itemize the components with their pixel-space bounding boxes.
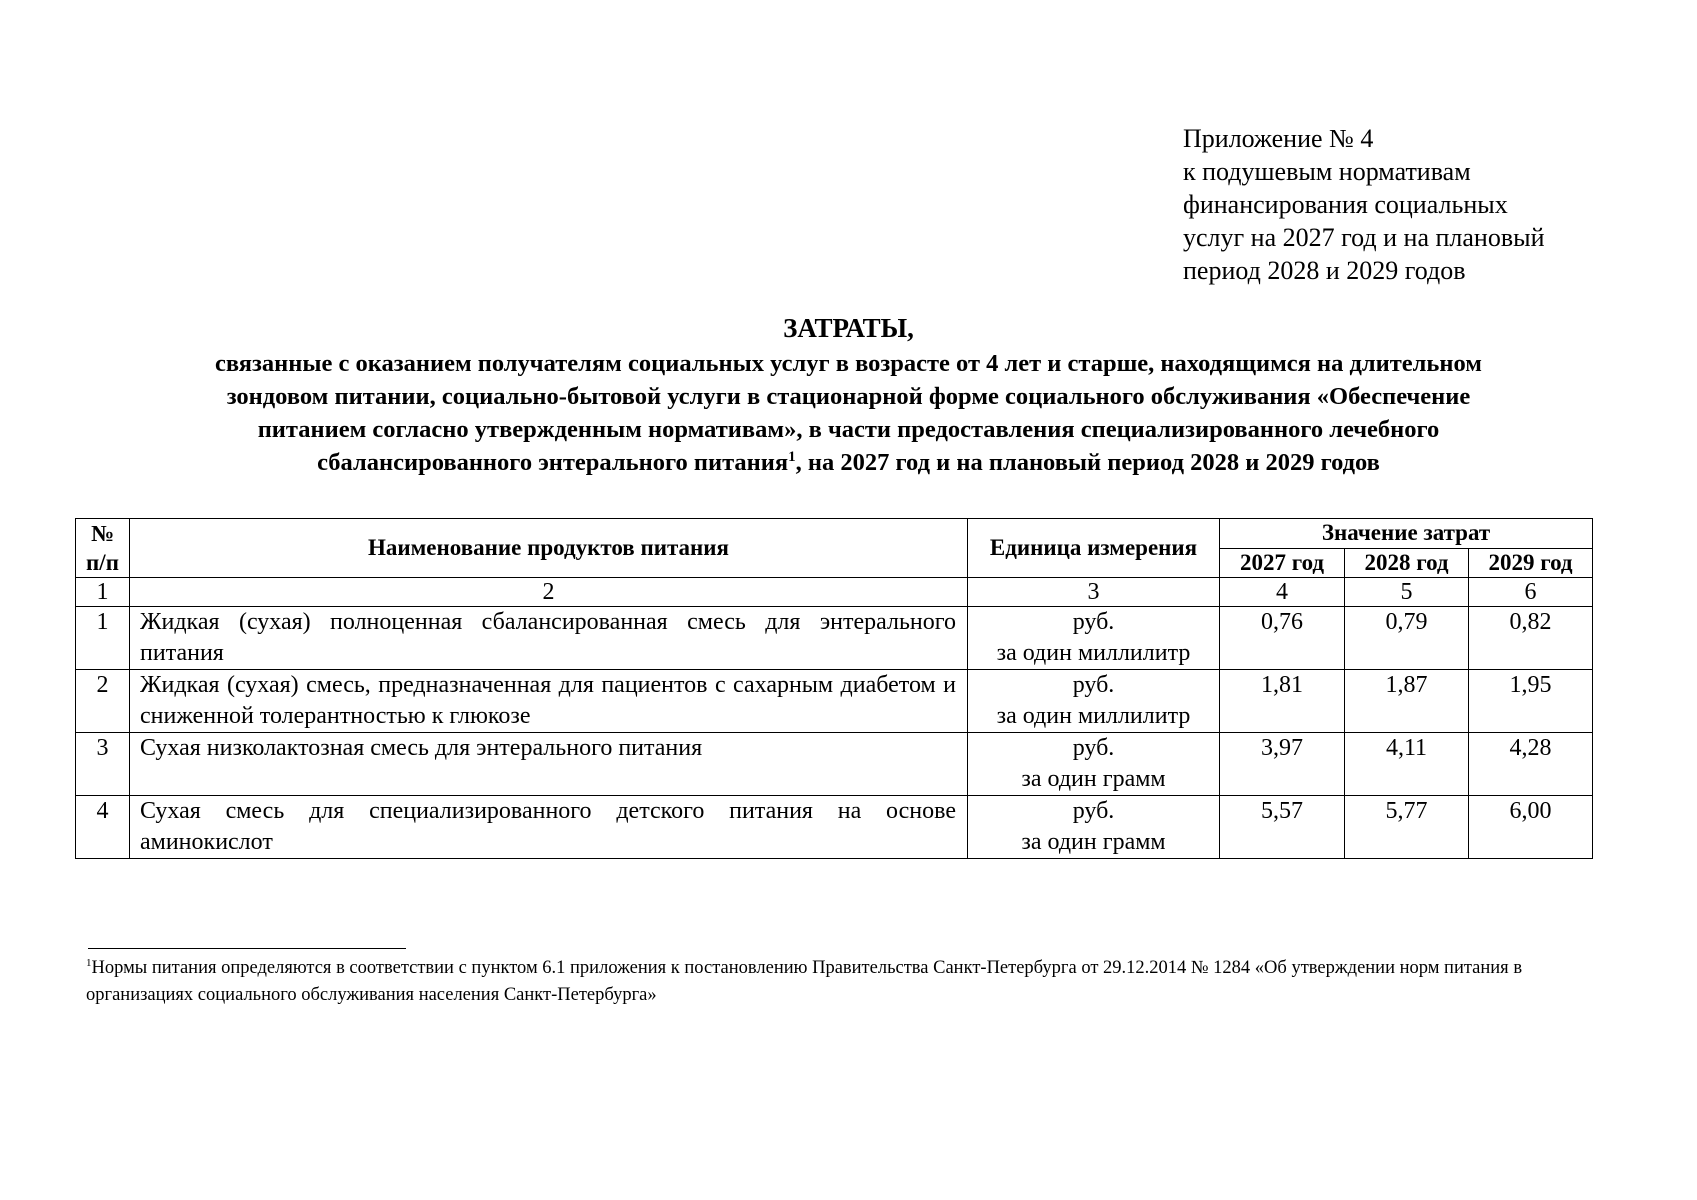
subtitle-line: питанием согласно утвержденным нормативам», в части предоставления специализированного лечебного — [257, 416, 1440, 443]
header-product-name: Наименование продуктов питания — [130, 519, 968, 578]
unit-cell: руб. за один грамм — [968, 733, 1220, 796]
product-name: Жидкая (сухая) полноценная сбалансированная смесь для энтерального питания — [130, 607, 968, 670]
header-unit: Единица измерения — [968, 519, 1220, 578]
row-number: 3 — [76, 733, 130, 796]
unit-cell: руб. за один миллилитр — [968, 670, 1220, 733]
header-year-2029: 2029 год — [1469, 548, 1593, 578]
cost-2029: 6,00 — [1469, 796, 1593, 859]
column-index: 3 — [968, 578, 1220, 607]
header-number: № п/п — [76, 519, 130, 578]
table-row — [76, 607, 1593, 670]
cost-2027: 0,76 — [1220, 607, 1345, 670]
column-index: 6 — [1469, 578, 1593, 607]
cost-2029: 0,82 — [1469, 607, 1593, 670]
unit-cell: руб. за один грамм — [968, 796, 1220, 859]
appendix-line: период 2028 и 2029 годов — [1183, 256, 1466, 285]
column-index: 1 — [76, 578, 130, 607]
cost-2029: 1,95 — [1469, 670, 1593, 733]
header-year-2027: 2027 год — [1220, 548, 1345, 578]
cost-2029: 4,28 — [1469, 733, 1593, 796]
product-name: Жидкая (сухая) смесь, предназначенная для пациентов с сахарным диабетом и сниженной толерантностью к глюкозе — [130, 670, 968, 733]
footnote-divider — [88, 948, 406, 949]
row-number: 4 — [76, 796, 130, 859]
row-number: 1 — [76, 607, 130, 670]
cost-2028: 5,77 — [1345, 796, 1469, 859]
footnote-ref: 1 — [788, 448, 796, 465]
subtitle-line: зондовом питании, социально-бытовой услуги в стационарной форме социального обслуживания «Обеспечение — [226, 383, 1471, 410]
subtitle-text: сбалансированного энтерального питания — [317, 449, 789, 476]
footnote — [86, 950, 1606, 1009]
header-year-2028: 2028 год — [1345, 548, 1469, 578]
cost-2028: 4,11 — [1345, 733, 1469, 796]
appendix-block — [1183, 122, 1663, 287]
product-name: Сухая смесь для специализированного детского питания на основе аминокислот — [130, 796, 968, 859]
header-cost-values: Значение затрат — [1220, 519, 1593, 549]
table-row — [76, 733, 1593, 796]
cost-2028: 1,87 — [1345, 670, 1469, 733]
document-title: ЗАТРАТЫ, — [783, 313, 914, 343]
unit-cell: руб. за один миллилитр — [968, 607, 1220, 670]
column-index: 2 — [130, 578, 968, 607]
row-number: 2 — [76, 670, 130, 733]
appendix-line: услуг на 2027 год и на плановый — [1183, 223, 1545, 252]
appendix-line: финансирования социальных — [1183, 190, 1508, 219]
appendix-line: к подушевым нормативам — [1183, 157, 1471, 186]
cost-2027: 3,97 — [1220, 733, 1345, 796]
subtitle-text: , на 2027 год и на плановый период 2028 и 2029 годов — [795, 449, 1380, 476]
cost-2027: 5,57 — [1220, 796, 1345, 859]
appendix-line: Приложение № 4 — [1183, 124, 1374, 153]
costs-table — [75, 518, 1593, 859]
table-row — [76, 670, 1593, 733]
column-index: 5 — [1345, 578, 1469, 607]
footnote-text: Нормы питания определяются в соответствии с пунктом 6.1 приложения к постановлению Правительства Санкт-Петербурга от 29.12.2014 № 1284 «Об утверждении норм питания в организациях социального обслуживания населения Санкт-Петербурга» — [86, 958, 1523, 1006]
footnote-marker: 1 — [86, 957, 92, 969]
column-index-row — [76, 578, 1593, 607]
column-index: 4 — [1220, 578, 1345, 607]
subtitle-line — [60, 446, 1637, 479]
cost-2028: 0,79 — [1345, 607, 1469, 670]
cost-2027: 1,81 — [1220, 670, 1345, 733]
header-row — [76, 519, 1593, 549]
subtitle-line: связанные с оказанием получателям социальных услуг в возрасте от 4 лет и старше, находящимся на длительном — [215, 350, 1482, 377]
document-subtitle — [60, 347, 1637, 479]
product-name: Сухая низколактозная смесь для энтерального питания — [130, 733, 968, 796]
document-heading — [60, 312, 1637, 479]
table-row — [76, 796, 1593, 859]
